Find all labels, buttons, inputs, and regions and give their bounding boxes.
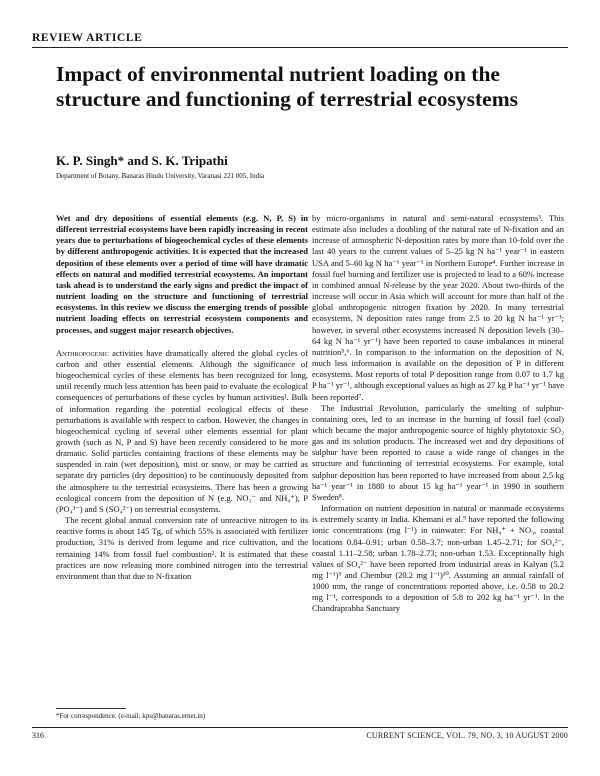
footnote: *For correspondence. (e-mail: kps@banaras.ernet.in)	[56, 712, 206, 720]
page-number: 316	[32, 731, 44, 740]
affiliation: Department of Botany, Banaras Hindu University, Varanasi 221 005, India	[56, 172, 265, 180]
intro-lead: Anthropogenic	[56, 347, 109, 358]
left-column	[56, 213, 308, 582]
footnote-rule	[56, 708, 126, 709]
abstract: Wet and dry depositions of essential elements (e.g. N, P, S) in different terrestrial ecosystems have been rapidly increasing in recent years due to perturbations of biogeochemical cycles of these elements by different anthropogenic activities. It is expected that the increased deposition of these elements over a period of time will have dramatic effects on natural and modified terrestrial ecosystems. An important task ahead is to understand the early signs and predict the impact of nutrient loading on the structure and functioning of terrestrial ecosystems. In this review we discuss the emerging trends of possible nutrient loading effects on terrestrial ecosystem components and processes, and suggest major research objectives.	[56, 213, 308, 335]
header-rule	[32, 47, 568, 48]
right-column	[312, 213, 564, 615]
paragraph-text: activities have dramatically altered the global cycles of carbon and other essential elements. Although the significance of biogeochemical cycles of these elements has been recognized for long, until recently much less attention has been paid to evaluate the ecological consequences of perturbations of these cycles by human activities¹. Bulk of information regarding the potential ecological effects of these perturbations is available with respect to carbon. However, the changes in biogeochemical cycling of several other elements essential for plant growth (such as N, P and S) have been recently considered to be more dramatic. Solid particles containing fractions of these elements may be suspended in rain (wet deposition), mist or snow, or may be carried as separate dry particles (dry deposition) to be continuously deposited from the atmosphere to the terrestrial ecosystems. There has been a growing ecological concern from the deposition of N (e.g. NO₃⁻ and NH₄⁺), P (PO₄³⁻) and S (SO₄²⁻) on terrestrial ecosystems.	[56, 347, 308, 514]
body-paragraph: Information on nutrient deposition in natural or manmade ecosystems is extremely scanty in India. Khemani et al.⁹ have reported the following ionic concentrations (mg l⁻¹) in rainwater: For NH₄⁺ + NO₃, coastal locations 0.84–0.91; urban 0.58–3.7; non-urban 1.45–2.71; for SO₄²⁻, coastal 1.11–2.58; urban 1.78–2.73; non-urban 1.53. Exceptionally high values of SO₄²⁻ have been reported from industrial areas in Kalyan (5.2 mg l⁻¹)⁹ and Chembur (20.2 mg l⁻¹)¹⁰. Assuming an annual rainfall of 1000 mm, the range of concentrations reported above, i.e. 0.58 to 20.2 mg l⁻¹, corresponds to a deposition of 5.8 to 202 kg ha⁻¹ yr⁻¹. In the Chandraprabha Sanctuary	[312, 503, 564, 614]
body-paragraph	[56, 348, 308, 515]
article-title: Impact of environmental nutrient loading on the structure and functioning of terrestrial ecosystems	[56, 62, 518, 111]
journal-citation: CURRENT SCIENCE, VOL. 79, NO. 3, 10 AUGUST 2000	[366, 731, 568, 740]
authors: K. P. Singh* and S. K. Tripathi	[56, 153, 228, 168]
section-label: REVIEW ARTICLE	[32, 32, 143, 44]
body-paragraph: The Industrial Revolution, particularly the smelting of sulphur-containing ores, led to an increase in the burning of fossil fuel (coal) which became the major anthropogenic source of highly phytotoxic SO₂ gas and its solution products. The increased wet and dry depositions of sulphur have been reported to cause a wide range of changes in the structure and functioning of terrestrial ecosystems. For example, total sulphur deposition has been reported to have increased from about 2.5 kg ha⁻¹ year⁻¹ in 1880 to about 15 kg ha⁻¹ year⁻¹ in 1990 in southern Sweden⁸.	[312, 402, 564, 502]
body-paragraph: by micro-organisms in natural and semi-natural ecosystems³. This estimate also includes a doubling of the natural rate of N-fixation and an increase of atmospheric N-deposition rates by more than 10-fold over the last 40 years to the current values of 5–25 kg N ha⁻¹ year⁻¹ in eastern USA and 5–60 kg N ha⁻¹ year⁻¹ in Northern Europe⁴. Further increase in fossil fuel burning and fertilizer use is projected to lead to a 60% increase in combined annual N-release by the year 2020. About two-thirds of the increase will occur in Asia which will account for more than half of the global anthropogenic nitrogen fixation by 2020. In many terrestrial ecosystems, N deposition rates range from 2.5 to 20 kg N ha⁻¹ yr⁻¹; however, in several other ecosystems increased N deposition levels (30–64 kg N ha⁻¹ yr⁻¹) have been reported to cause imbalances in mineral nutrition⁵,⁶. In comparison to the information on the deposition of N, much less information is available on the deposition of P in different ecosystems. Most reports of total P deposition range from 0.07 to 1.7 kg P ha⁻¹ yr⁻¹, although exceptional values as high as 27 kg P ha⁻¹ yr⁻¹ have been reported⁷.	[312, 213, 564, 402]
body-paragraph: The recent global annual conversion rate of unreactive nitrogen to its reactive forms is about 145 Tg, of which 55% is associated with fertilizer production, 31% is derived from legume and rice cultivation, and the remaining 14% from fossil fuel combustion². It is estimated that these practices are now releasing more combined nitrogen into the terrestrial environment than that due to N-fixation	[56, 515, 308, 581]
footer-rule	[32, 727, 568, 728]
